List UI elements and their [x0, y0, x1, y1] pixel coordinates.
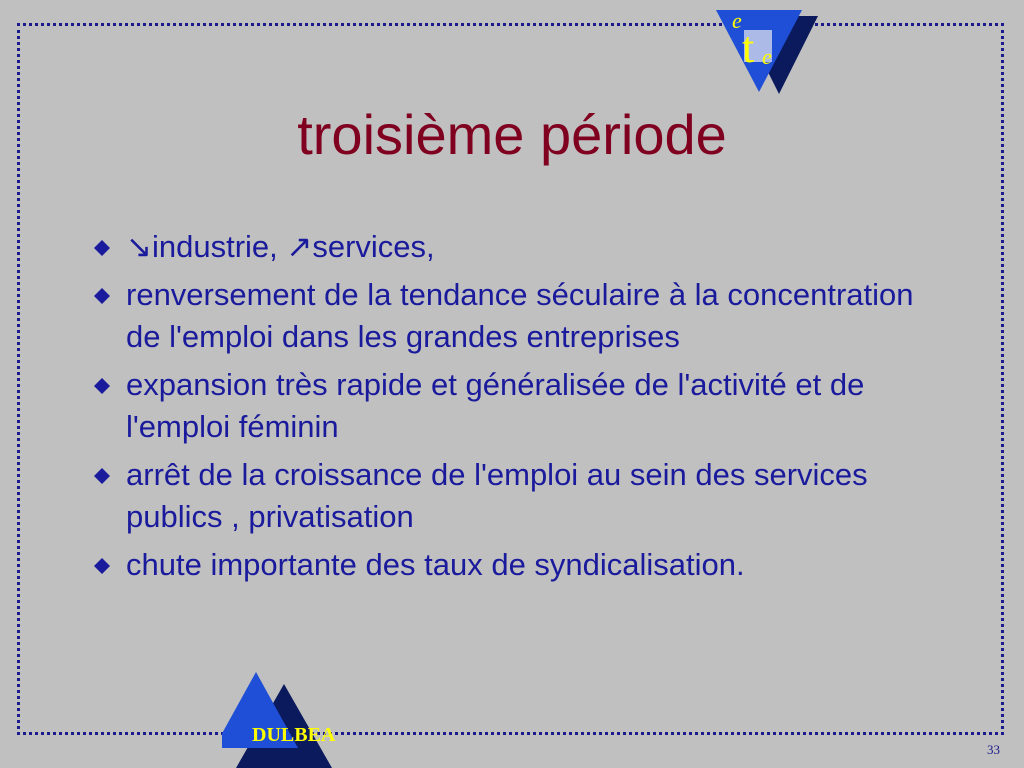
- bullet-text: expansion très rapide et généralisée de l'activité et de l'emploi féminin: [126, 367, 865, 444]
- logo-letter-e2: e: [762, 44, 772, 69]
- dulbea-logo-text: DULBEA: [252, 724, 336, 746]
- diamond-bullet-icon: [94, 378, 110, 394]
- diamond-bullet-icon: [94, 288, 110, 304]
- diamond-bullet-icon: [94, 240, 110, 256]
- bullet-item: [90, 544, 950, 586]
- dulbea-logo: [222, 672, 372, 768]
- bullet-item: [90, 454, 950, 538]
- bullet-item: [90, 274, 950, 358]
- page-number: 33: [987, 742, 1000, 757]
- diamond-bullet-icon: [94, 558, 110, 574]
- slide-title: troisième période: [297, 103, 727, 166]
- bullet-text: chute importante des taux de syndicalisation.: [126, 547, 745, 582]
- ete-logo: [712, 6, 822, 98]
- diamond-bullet-icon: [94, 468, 110, 484]
- bullet-text: renversement de la tendance séculaire à la concentration de l'emploi dans les grandes entreprises: [126, 277, 914, 354]
- logo-letter-t: t: [742, 23, 755, 72]
- bullet-item: [90, 226, 950, 268]
- bullet-text: ↘industrie, ↗services,: [126, 229, 435, 264]
- bullet-item: [90, 364, 950, 448]
- bullet-list: [90, 226, 950, 592]
- logo-letter-e1: e: [732, 8, 742, 33]
- bullet-text: arrêt de la croissance de l'emploi au sein des services publics , privatisation: [126, 457, 868, 534]
